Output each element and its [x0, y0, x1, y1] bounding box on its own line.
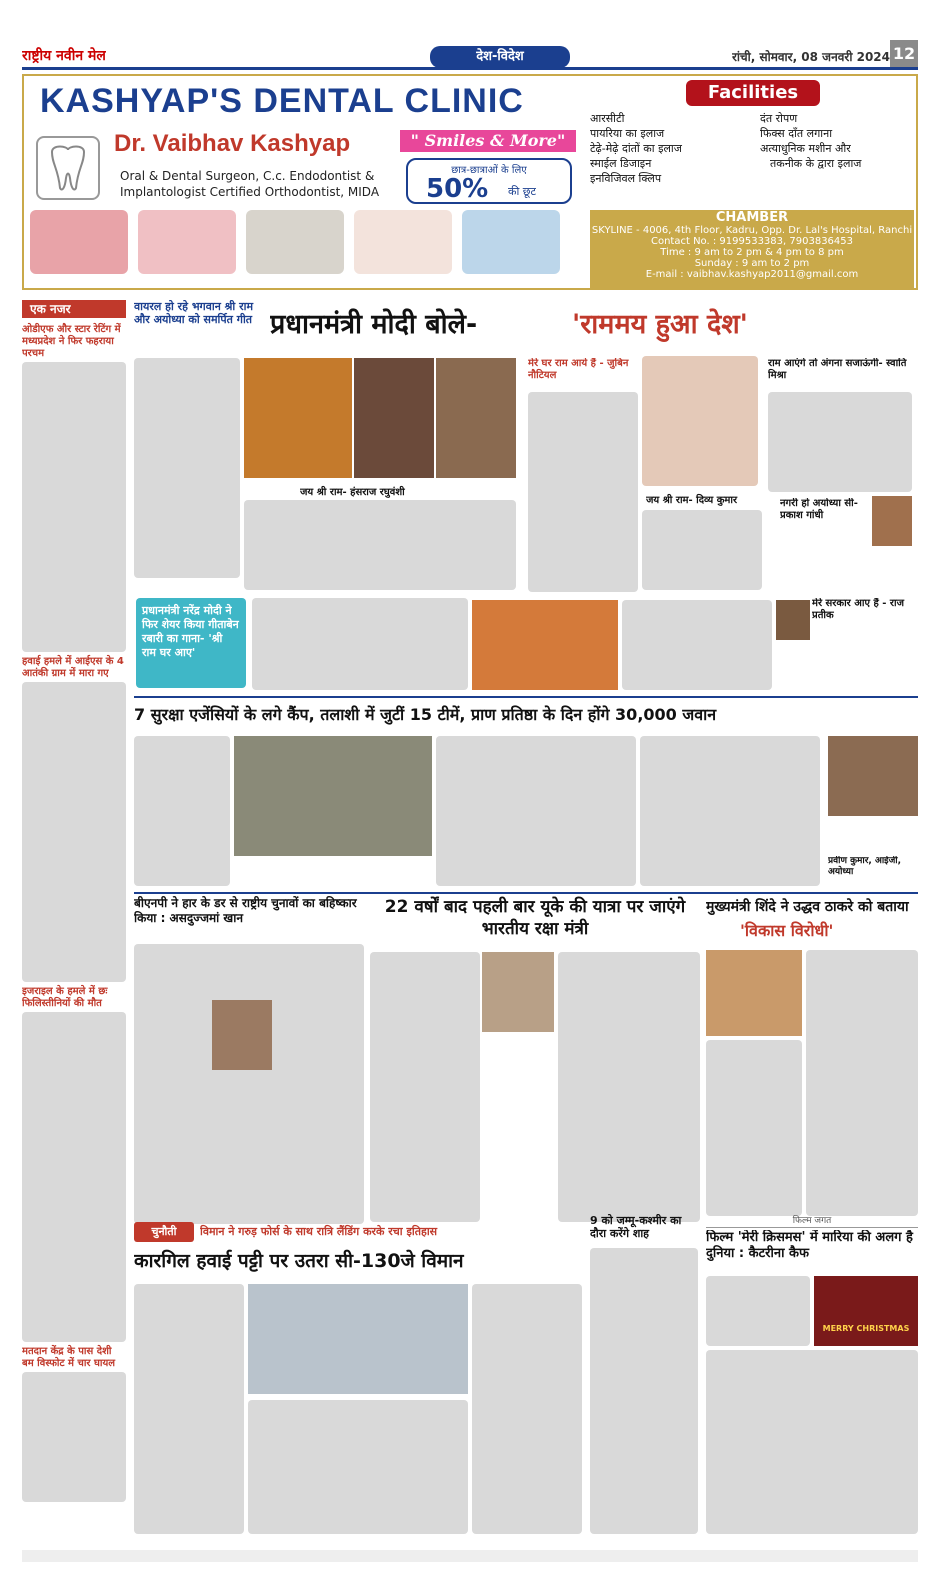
article-text-18 [472, 1284, 582, 1534]
photo-asaduzzaman [212, 1000, 272, 1070]
article-text-8 [134, 736, 230, 886]
photo-smile [354, 210, 452, 274]
page-number: 12 [890, 40, 918, 68]
headline-rammay: 'राममय हुआ देश' [572, 309, 748, 340]
photo-swati [642, 356, 758, 486]
subhead-prakash: नगरी हो अयोध्या सी- प्रकाश गांधी [780, 498, 858, 521]
poster-merry-christmas: MERRY CHRISTMAS [814, 1276, 918, 1346]
photo-hansraj [354, 358, 434, 478]
article-text-13 [558, 952, 700, 1222]
article-text-10 [640, 736, 820, 886]
article-text-11 [134, 944, 364, 1224]
kicker-garud: विमान ने गरुड़ फोर्स के साथ रात्रि लैंडिंग करके रचा इतिहास [200, 1225, 438, 1238]
sidebar-headline-2: हवाई हमले में आईएस के 4 आतंकी ग्राम में मारा गए [22, 656, 124, 679]
article-text-14 [706, 1040, 802, 1216]
section-label: देश-विदेश [430, 46, 570, 68]
headline-bnp: बीएनपी ने हार के डर से राष्ट्रीय चुनावों का बहिष्कार किया : असदुज्जमां खान [134, 896, 357, 925]
photo-shinde [706, 950, 802, 1036]
caption-divya: जय श्री राम- दिव्य कुमार [646, 495, 738, 506]
photo-rajnath [482, 952, 554, 1032]
sidebar-text-2 [22, 682, 126, 982]
article-text-5 [642, 510, 762, 590]
headline-kargil: कारगिल हवाई पट्टी पर उतरा सी-130जे विमान [134, 1250, 464, 1272]
student-offer: छात्र-छात्राओं के लिए 50% की छूट [406, 158, 572, 204]
photo-raj [776, 600, 810, 640]
photo-child-patient [462, 210, 560, 274]
photo-prakash [872, 496, 912, 546]
headline-security: 7 सुरक्षा एजेंसियों के लगे कैंप, तलाशी में जुटीं 15 टीमें, प्राण प्रतिष्ठा के दिन होंगे 30,000 जवान [134, 705, 717, 724]
photo-ig [828, 736, 918, 816]
sidebar-headline-1: ओडीएफ और स्टार रेटिंग में मध्यप्रदेश ने फिर फहराया परचम [22, 324, 121, 359]
article-text-15 [806, 950, 918, 1216]
sidebar-column [22, 320, 126, 1510]
article-text-16 [134, 1284, 244, 1534]
gitaben-box: प्रधानमंत्री नरेंद्र मोदी ने फिर शेयर किया गीताबेन रबारी का गाना- 'श्री राम घर आए' [136, 598, 246, 688]
article-text-12 [370, 952, 480, 1222]
subhead-jubin: मेरे घर राम आये हैं - जुबिन नौटियल [528, 358, 629, 381]
subhead-swati: राम आएंगे तो अंगना सजाऊंगी- स्वाति मिश्रा [768, 358, 907, 381]
photo-aircraft [248, 1284, 468, 1394]
photo-gitaben [472, 600, 618, 690]
photo-teeth-model [138, 210, 236, 274]
sidebar-text-1 [22, 362, 126, 652]
headline-shah: 9 को जम्मू-कश्मीर का दौरा करेंगे शाह [590, 1214, 682, 1240]
subhead-raj: मेरे सरकार आए हैं - राज प्रतीक [812, 598, 904, 621]
headline-shinde: मुख्यमंत्री शिंदे ने उद्धव ठाकरे को बताया [706, 899, 909, 915]
article-text-19 [590, 1248, 698, 1534]
facilities-title: Facilities [686, 80, 820, 106]
photo-singer [436, 358, 516, 478]
color-registration-strip [22, 1550, 918, 1562]
divider [134, 696, 918, 698]
dateline: रांची, सोमवार, 08 जनवरी 2024 [732, 50, 891, 64]
sidebar-text-4 [22, 1372, 126, 1502]
article-text-21 [706, 1350, 918, 1534]
kicker-challenge: चुनौती [134, 1222, 194, 1242]
qualifications: Oral & Dental Surgeon, C.c. Endodontist & Implantologist Certified Orthodontist, MIDA [120, 169, 380, 199]
headline-uk-visit: 22 वर्षों बाद पहली बार यूके की यात्रा पर जाएंगे भारतीय रक्षा मंत्री [384, 897, 686, 939]
facilities-list: आरसीटी पायरिया का इलाज टेढ़े-मेढ़े दांतों का इलाज स्माईल डिजाइन इनविजिवल क्लिप दंत रोपण फिक्स दाँत लगाना अत्याधुनिक मशीन और तकनीक के द्वारा इलाज [590, 112, 862, 185]
kicker: वायरल हो रहे भगवान श्री राम और अयोध्या को समर्पित गीत [134, 300, 254, 326]
article-text-1 [134, 358, 240, 578]
tooth-logo-icon [36, 136, 100, 200]
divider-2 [134, 892, 918, 894]
article-text-4 [768, 392, 912, 492]
article-text-3 [528, 392, 638, 592]
article-text-9 [436, 736, 636, 886]
headline-katrina: फिल्म 'मेरी क्रिसमस' में मारिया की अलग है दुनिया : कैटरीना कैफ [706, 1230, 913, 1261]
article-text-6 [252, 598, 468, 690]
film-label: फिल्म जगत [706, 1214, 918, 1228]
doctor-name: Dr. Vaibhav Kashyap [114, 130, 351, 157]
article-text-7 [622, 600, 772, 690]
article-text-2 [244, 500, 516, 590]
dental-clinic-ad [22, 74, 918, 290]
sidebar-text-3 [22, 1012, 126, 1342]
chamber-info: CHAMBER SKYLINE - 4006, 4th Floor, Kadru, Opp. Dr. Lal's Hospital, Ranchi Contact No. : 9199533383, 7903836453 Time : 9 am to 2 pm & 4 pm to 8 pm Sunday : 9 am to 2 pm E-mail : vaibhav.kashyap2011@gmail.com [590, 210, 914, 288]
sidebar-headline-3: इजराइल के हमले में छः फिलिस्तीनियों की मौत [22, 986, 108, 1009]
top-bar [22, 40, 918, 70]
tagline: " Smiles & More" [400, 130, 576, 152]
dental-photos [30, 210, 570, 282]
sidebar-headline-4: मतदान केंद्र के पास देशी बम विस्फोट में चार घायल [22, 1346, 116, 1369]
caption-hansraj: जय श्री राम- हंसराज रघुवंशी [300, 487, 405, 498]
headline-modi: प्रधानमंत्री मोदी बोले- [270, 309, 478, 340]
clinic-name: KASHYAP'S DENTAL CLINIC [40, 82, 524, 120]
photo-modi [244, 358, 352, 478]
caption-ig: प्रवीण कुमार, आईजी, अयोध्या [828, 856, 901, 877]
photo-security-forces [234, 736, 432, 856]
headline-vikas: 'विकास विरोधी' [740, 921, 834, 940]
photo-implant [246, 210, 344, 274]
sidebar-label: एक नजर [22, 300, 126, 318]
article-text-17 [248, 1400, 468, 1534]
photo-dentures [30, 210, 128, 274]
article-text-20 [706, 1276, 810, 1346]
masthead: राष्ट्रीय नवीन मेल [22, 48, 106, 64]
